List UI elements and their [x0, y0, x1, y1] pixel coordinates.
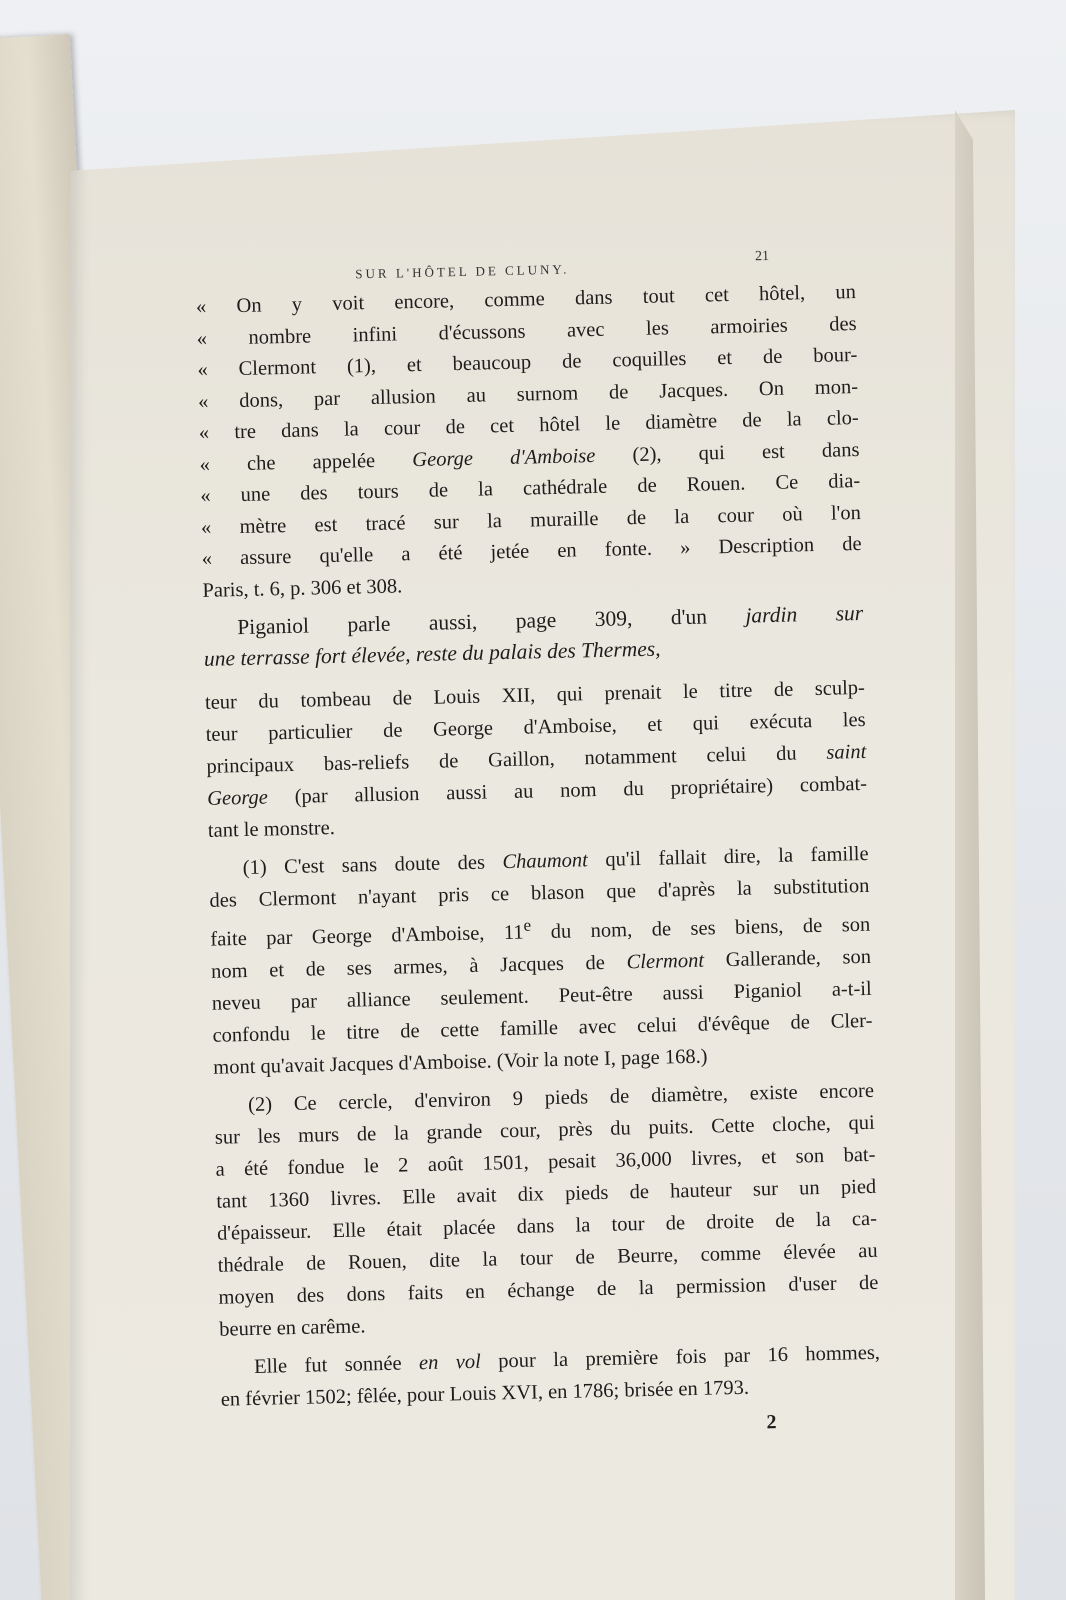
text-line: beurre en carême. [218, 1315, 366, 1341]
text-line: « On y voit encore, comme dans tout cet hôtel, un [195, 281, 857, 318]
text-line: moyen des dons faits en échange de la permission d'user de [218, 1271, 879, 1309]
italic-segment: George d'Amboise [412, 444, 596, 471]
text-segment: (2), qui est dans [595, 438, 860, 467]
italic-segment: jardin sur [745, 600, 864, 628]
italic-segment: Chaumont [502, 849, 589, 874]
text-segment: (1) C'est sans doute des [242, 851, 503, 880]
text-segment: Gallerande, son [703, 945, 872, 972]
text-line: « mètre est tracé sur la muraille de la cour où l'on [200, 501, 862, 539]
footnote-2 [214, 1075, 881, 1416]
italic-segment: une terrasse fort élevée, reste du palais des Thermes, [203, 636, 661, 671]
text-segment: Elle fut sonnée [253, 1352, 420, 1378]
left-mark [0, 472, 4, 507]
left-page-marks [0, 269, 6, 541]
quotation-block [196, 277, 863, 607]
italic-segment: saint [826, 740, 867, 764]
text-line: thédrale de Rouen, dite la tour de Beurre, comme élevée au [217, 1239, 878, 1277]
text-line: sur les murs de la grande cour, près du puits. Cette cloche, qui [214, 1111, 875, 1149]
text-segment: principaux bas-reliefs de Gaillon, notamment celui du [206, 741, 827, 778]
gathering-signature: 2 [766, 1410, 777, 1434]
text-segment: Piganiol parle aussi, page 309, d'un [237, 603, 746, 640]
text-segment: pour la première fois par 16 hommes, [480, 1341, 881, 1373]
text-line: tant 1360 livres. Elle avait dix pieds de hauteur sur un pied [216, 1175, 877, 1213]
text-line: teur particulier de George d'Amboise, et qui exécuta les [205, 708, 866, 746]
italic-segment: en vol [418, 1350, 482, 1375]
text-segment: qu'il fallait dire, la famille [587, 842, 869, 872]
text-line: (2) Ce cercle, d'environ 9 pieds de diamètre, existe encore [247, 1079, 875, 1116]
text-line: teur du tombeau de Louis XII, qui prenait le titre de sculp- [204, 676, 866, 714]
text-line: Paris, t. 6, p. 306 et 308. [202, 574, 403, 602]
footnote-1 [208, 838, 873, 1084]
text-line: a été fondue le 2 août 1501, pesait 36,000 livres, et son bat- [215, 1143, 876, 1181]
text-line: « dons, par allusion au surnom de Jacques. On mon- [197, 375, 859, 413]
superscript: e [523, 915, 532, 935]
text-line: des Clermont n'ayant pris ce blason que d'après la substitution [209, 874, 870, 912]
page-number: 21 [754, 248, 770, 265]
text-segment: (par allusion aussi au nom du propriétaire) combat- [267, 772, 868, 809]
running-title: SUR L'HÔTEL DE CLUNY. [355, 261, 570, 282]
text-line: « nombre infini d'écussons avec les armoiries des [196, 312, 857, 350]
text-segment: faite par George d'Amboise, 11 [210, 921, 524, 951]
page-text [195, 247, 882, 1449]
text-line: « Clermont (1), et beaucoup de coquilles et de bour- [197, 344, 858, 381]
left-mark [0, 438, 2, 473]
text-line: « tre dans la cour de cet hôtel le diamètre de la clo- [198, 406, 859, 444]
text-segment: du nom, de ses biens, de son [530, 913, 871, 944]
text-line: d'épaisseur. Elle était placée dans la tour de droite de la ca- [216, 1207, 878, 1245]
text-line: « une des tours de la cathédrale de Rouen. Ce dia- [200, 469, 861, 507]
text-line: neveu par alliance seulement. Peut-être aussi Piganiol a-t-il [211, 977, 872, 1015]
italic-segment: George [206, 786, 269, 810]
left-mark [0, 506, 6, 541]
text-segment: nom et de ses armes, à Jacques de [210, 951, 627, 983]
sculptor-note [205, 672, 868, 847]
text-segment: « che appelée [199, 448, 413, 476]
italic-segment: Clermont [626, 949, 705, 974]
text-line: tant le monstre. [207, 816, 336, 842]
text-line: en février 1502; fêlée, pour Louis XVI, en 1786; brisée en 1793. [220, 1376, 750, 1411]
text-line: mont qu'avait Jacques d'Amboise. (Voir la note I, page 168.) [213, 1045, 708, 1079]
text-line: « assure qu'elle a été jetée en fonte. » Description de [201, 532, 862, 570]
text-line: confondu le titre de cette famille avec celui d'évêque de Cler- [212, 1009, 873, 1047]
